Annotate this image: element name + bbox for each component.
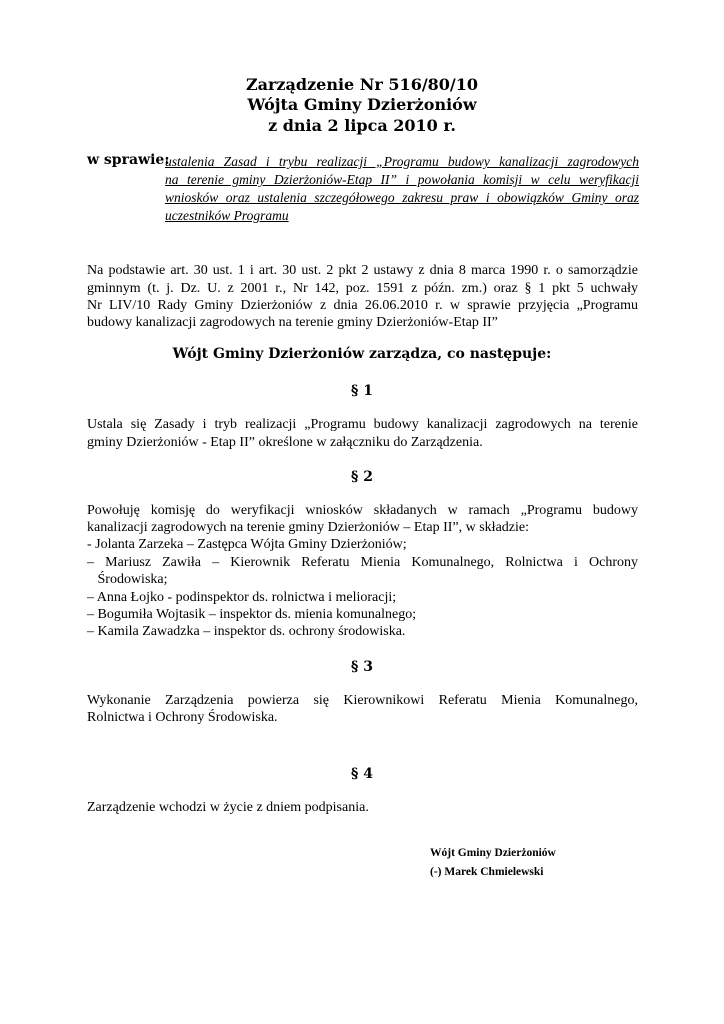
committee-member: – Mariusz Zawiła – Kierownik Referatu Mienia Komunalnego, Rolnictwa i Ochrony — [87, 555, 638, 570]
subject-line: wniosków oraz ustalenia szczegółowego zakresu praw i obowiązków Gminy oraz — [165, 190, 639, 205]
committee-member: - Jolanta Zarzeka – Zastępca Wójta Gminy Dzierżoniów; — [87, 537, 407, 552]
basis-line: gminnym (t. j. Dz. U. z 2001 r., Nr 142, poz. 1591 z późn. zm.) oraz § 1 pkt 5 uchwały — [87, 281, 638, 296]
signature-name: (-) Marek Chmielewski — [430, 866, 544, 878]
committee-member: – Kamila Zawadzka – inspektor ds. ochrony środowiska. — [87, 624, 406, 639]
subject-label: w sprawie: — [87, 152, 170, 168]
committee-member-continuation: Środowiska; — [87, 572, 168, 587]
signature-title: Wójt Gminy Dzierżoniów — [430, 847, 556, 859]
section-1-line: Ustala się Zasady i tryb realizacji „Programu budowy kanalizacji zagrodowych na terenie — [87, 417, 638, 432]
decree-heading: Wójt Gminy Dzierżoniów zarządza, co następuje: — [172, 346, 552, 362]
subject-line: uczestników Programu — [165, 208, 289, 223]
committee-member: – Bogumiła Wojtasik – inspektor ds. mienia komunalnego; — [87, 607, 417, 622]
basis-line: Na podstawie art. 30 ust. 1 i art. 30 ust. 2 pkt 2 ustawy z dnia 8 marca 1990 r. o samorządzie — [87, 263, 638, 278]
section-3-label: § 3 — [351, 659, 373, 675]
section-1-line: gminy Dzierżoniów - Etap II” określone w załączniku do Zarządzenia. — [87, 435, 483, 450]
document-title-number: Zarządzenie Nr 516/80/10 — [245, 75, 479, 94]
section-2-label: § 2 — [351, 469, 373, 485]
basis-line: budowy kanalizacji zagrodowych na terenie gminy Dzierżoniów-Etap II” — [87, 315, 498, 330]
subject-line: ustalenia Zasad i trybu realizacji „Programu budowy kanalizacji zagrodowych — [165, 154, 639, 169]
basis-line: Nr LIV/10 Rady Gminy Dzierżoniów z dnia 26.06.2010 r. w sprawie przyjęcia „Programu — [87, 298, 638, 313]
section-1-label: § 1 — [351, 383, 373, 399]
section-4-label: § 4 — [351, 766, 373, 782]
section-3-line: Wykonanie Zarządzenia powierza się Kierownikowi Referatu Mienia Komunalnego, — [87, 693, 638, 708]
committee-member: – Anna Łojko - podinspektor ds. rolnictwa i melioracji; — [87, 590, 397, 605]
section-3-line: Rolnictwa i Ochrony Środowiska. — [87, 710, 278, 725]
subject-line: na terenie gminy Dzierżoniów-Etap II” i powołania komisji w celu weryfikacji — [165, 172, 639, 187]
document-title-issuer: Wójta Gminy Dzierżoniów — [247, 95, 477, 114]
section-4-line: Zarządzenie wchodzi w życie z dniem podpisania. — [87, 800, 369, 815]
section-2-line: kanalizacji zagrodowych na terenie gminy Dzierżoniów – Etap II”, w składzie: — [87, 520, 529, 535]
section-2-line: Powołuję komisję do weryfikacji wniosków składanych w ramach „Programu budowy — [87, 503, 638, 518]
document-title-date: z dnia 2 lipca 2010 r. — [268, 116, 456, 135]
